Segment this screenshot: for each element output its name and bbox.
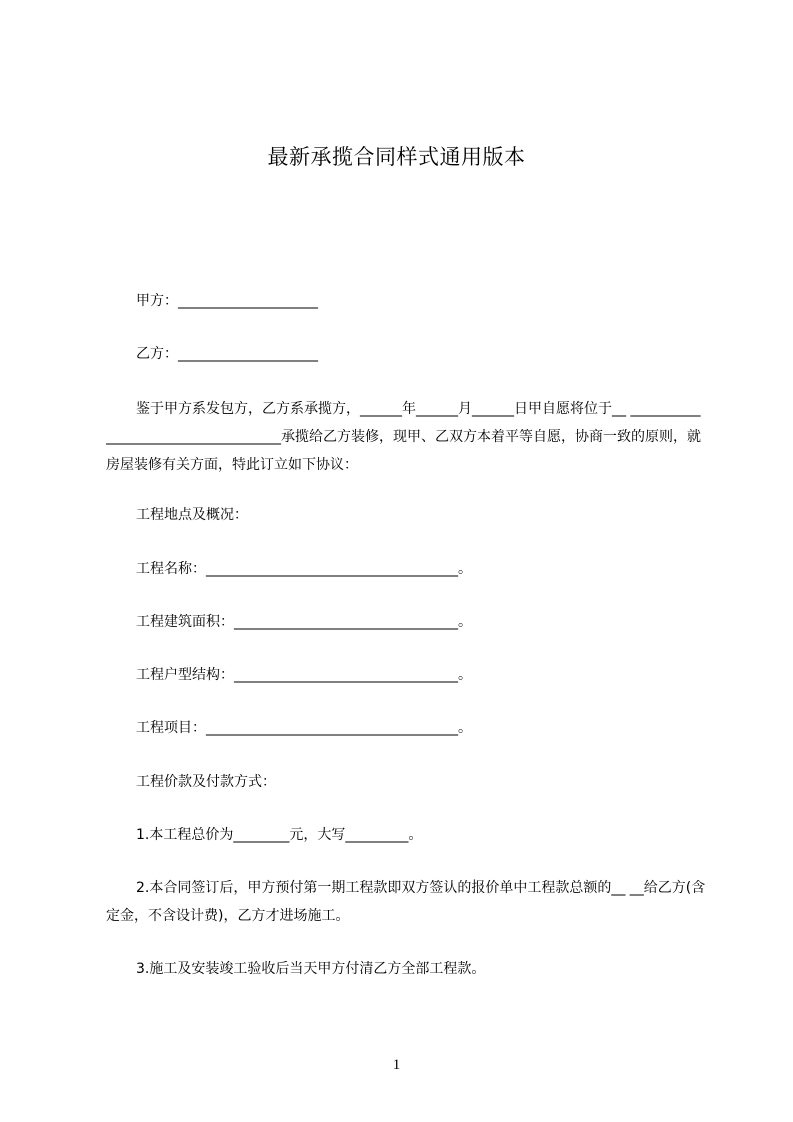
- unit-structure-line: 工程户型结构：________________________________。: [136, 667, 472, 683]
- section-payment-heading: 工程价款及付款方式：: [136, 774, 276, 790]
- payment-clause-2: 2.本合同签订后，甲方预付第一期工程款即双方签认的报价单中工程款总额的__ __给乙方(含定金，不含设计费)，乙方才进场施工。: [106, 880, 706, 924]
- page-number: 1: [392, 1057, 401, 1073]
- section-location-heading: 工程地点及概况：: [136, 507, 248, 523]
- payment-clause-1: 1.本工程总价为________元，大写_________。: [136, 827, 423, 843]
- party-b-line: 乙方：____________________: [136, 346, 318, 362]
- project-items-line: 工程项目：____________________________________。: [136, 720, 472, 736]
- intro-paragraph: 鉴于甲方系发包方，乙方系承揽方，______年______月______日甲自愿将位于__ ___________________________________承揽给乙方装修，现甲、乙双方本着平等自愿，协商一致的原则，就房屋装修有关方面，特此订立如下协议：: [106, 401, 701, 473]
- party-a-line: 甲方：____________________: [136, 293, 318, 309]
- building-area-line: 工程建筑面积：________________________________。: [136, 614, 472, 630]
- payment-clause-3: 3.施工及安装竣工验收后当天甲方付清乙方全部工程款。: [136, 961, 486, 977]
- project-name-line: 工程名称：____________________________________。: [136, 561, 472, 577]
- document-title: 最新承揽合同样式通用版本: [267, 145, 526, 169]
